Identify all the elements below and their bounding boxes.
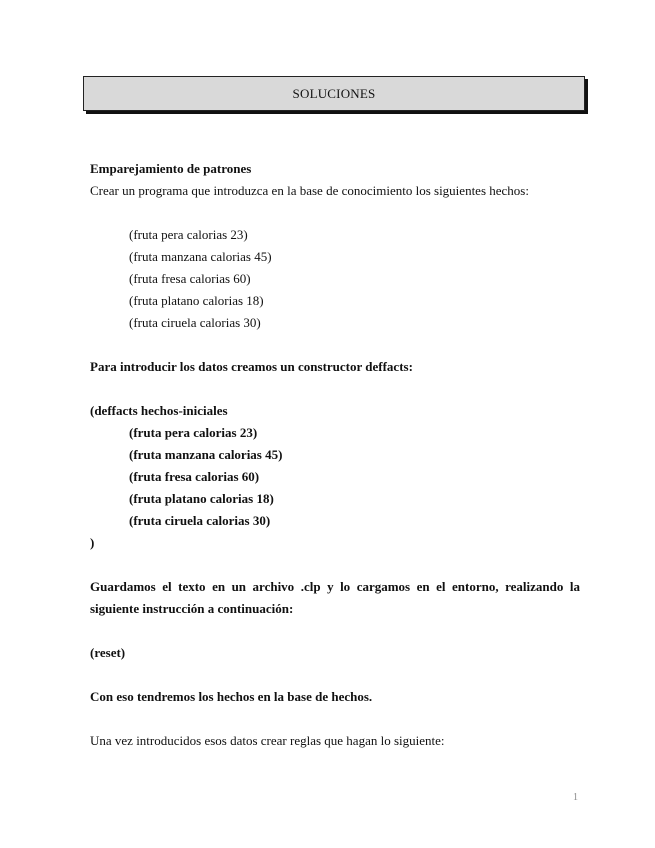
deffacts-open: (deffacts hechos-iniciales [90,403,228,418]
deffacts-fact-line: (fruta platano calorias 18) [129,491,274,506]
reset-command: (reset) [90,645,126,660]
intro-paragraph: Crear un programa que introduzca en la base de conocimiento los siguientes hechos: [90,183,529,198]
deffacts-intro: Para introducir los datos creamos un constructor deffacts: [90,359,413,374]
fact-line: (fruta pera calorias 23) [129,227,248,242]
deffacts-fact-line: (fruta ciruela calorias 30) [129,513,271,528]
spacer [90,664,580,686]
spacer [90,202,580,224]
deffacts-fact-line: (fruta fresa calorias 60) [129,469,260,484]
fact-line: (fruta fresa calorias 60) [129,271,251,286]
spacer [90,334,580,356]
title-banner [83,76,585,111]
deffacts-close: ) [90,535,95,550]
section-heading: Emparejamiento de patrones [90,161,252,176]
deffacts-fact-line: (fruta manzana calorias 45) [129,447,283,462]
fact-line: (fruta manzana calorias 45) [129,249,272,264]
spacer [90,620,580,642]
spacer [90,378,580,400]
document-body [90,158,580,752]
save-instruction-line-2: siguiente instrucción a continuación: [90,601,294,616]
page-number: 1 [573,792,578,803]
spacer [90,708,580,730]
next-step-paragraph: Una vez introducidos esos datos crear reglas que hagan lo siguiente: [90,733,445,748]
page-title: SOLUCIONES [292,85,376,101]
fact-line: (fruta platano calorias 18) [129,293,264,308]
spacer [90,554,580,576]
deffacts-fact-line: (fruta pera calorias 23) [129,425,258,440]
result-statement: Con eso tendremos los hechos en la base de hechos. [90,689,373,704]
save-instruction-line-1: Guardamos el texto en un archivo .clp y lo cargamos en el entorno, realizando la [90,579,580,594]
fact-line: (fruta ciruela calorias 30) [129,315,261,330]
